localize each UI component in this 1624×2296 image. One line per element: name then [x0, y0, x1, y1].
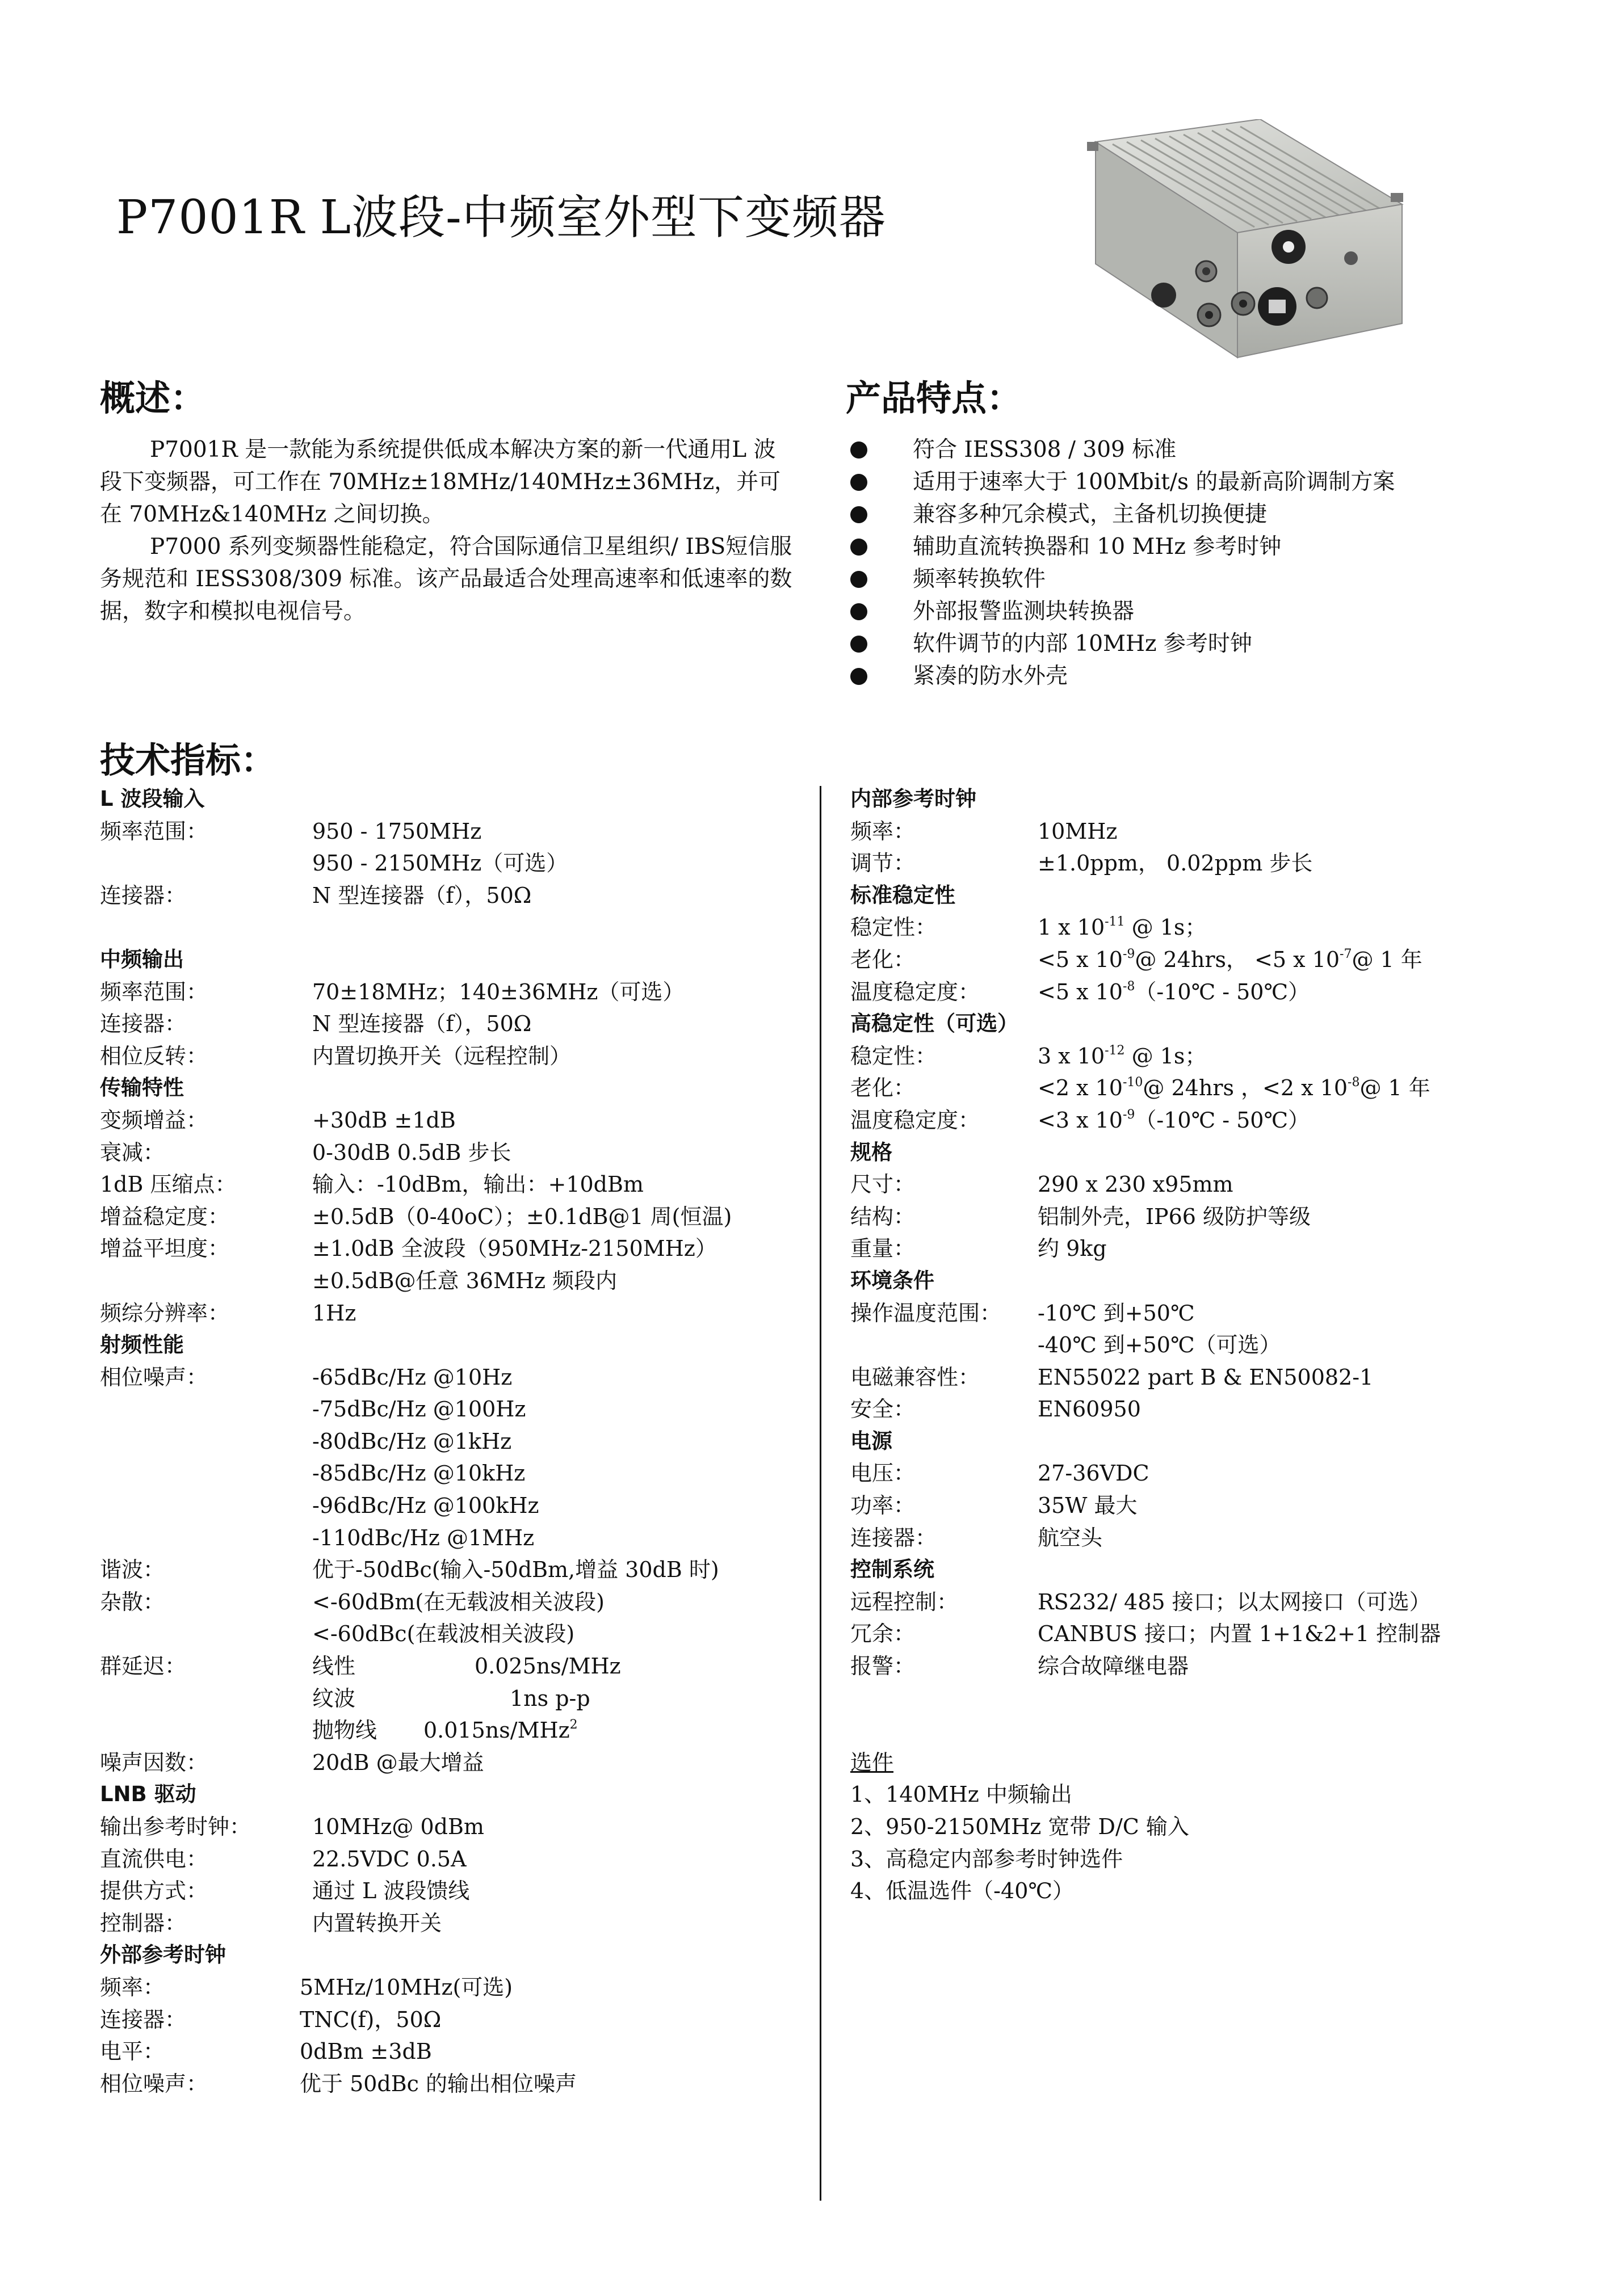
list-item: 外部报警监测块转换器	[850, 595, 1395, 628]
spec-row: 温度稳定度： <3 x $10^{-9}(-10℃$ - 50℃）	[850, 1107, 1310, 1133]
section-heading: 中频输出	[100, 947, 184, 972]
spec-row: 连接器： N 型连接器（f），50Ω	[100, 882, 532, 908]
spec-row: 增益稳定度： ±0.5dB（0-40oC）；±0.1dB@1 周(恒温)	[100, 1204, 732, 1229]
section-heading: 标准稳定性	[850, 882, 955, 907]
spec-row: 频率范围： 70±18MHz；140±36MHz（可选）	[100, 979, 685, 1004]
features-list	[850, 434, 1395, 692]
section-heading: 传输特性	[100, 1075, 184, 1100]
bullet-icon	[850, 668, 867, 685]
spec-row: 输出参考时钟： 10MHz@ 0dBm	[100, 1814, 484, 1839]
list-item: 符合 IESS308 / 309 标准	[850, 434, 1395, 466]
spec-row: 直流供电： 22.5VDC 0.5A	[100, 1846, 467, 1872]
spec-row: -80dBc/Hz @1kHz	[312, 1428, 512, 1454]
bullet-icon	[850, 636, 867, 653]
spec-row: 老化： <5 x $10^{-9}@$ 24hrs， <5 x $10^{-7}@$ 1 年	[850, 947, 1422, 972]
spec-row: 连接器： TNC(f)，50Ω	[100, 2007, 442, 2032]
section-heading: 射频性能	[100, 1332, 184, 1357]
spec-row: 950 - 2150MHz（可选）	[312, 851, 568, 876]
section-heading: 电源	[850, 1428, 892, 1453]
list-item: 4、低温选件（-40℃）	[850, 1878, 1074, 1904]
overview-heading: 概述：	[100, 377, 206, 419]
overview-text	[100, 434, 794, 628]
page-title: P7001R L波段-中频室外型下变频器	[116, 191, 886, 245]
list-item: 1、140MHz 中频输出	[850, 1782, 1072, 1807]
list-item: 辅助直流转换器和 10 MHz 参考时钟	[850, 531, 1395, 563]
spec-row: 相位反转： 内置切换开关（远程控制）	[100, 1043, 572, 1069]
list-item: 3、高稳定内部参考时钟选件	[850, 1846, 1123, 1872]
specs-left-column	[100, 783, 809, 2100]
spec-row: 报警： 综合故障继电器	[850, 1654, 1189, 1679]
overview-paragraph: P7000 系列变频器性能稳定，符合国际通信卫星组织/ IBS短信服务规范和 IESS308/309 标准。该产品最适合处理高速率和低速率的数据，数字和模拟电视信号。	[100, 534, 792, 624]
specs-heading: 技术指标：	[100, 739, 276, 781]
section-heading: L 波段输入	[100, 787, 205, 811]
bullet-icon	[850, 474, 867, 491]
section-heading: 控制系统	[850, 1557, 934, 1582]
spec-row: 调节： ±1.0ppm， 0.02ppm 步长	[850, 851, 1313, 876]
spec-row: 纹波 1ns p-p	[312, 1685, 590, 1711]
list-item: 软件调节的内部 10MHz 参考时钟	[850, 628, 1395, 660]
spec-row: 抛物线 0.015ns/MHz$^2$	[312, 1718, 578, 1743]
spec-row: ±0.5dB@任意 36MHz 频段内	[312, 1268, 618, 1293]
spec-row: 尺寸： 290 x 230 x95mm	[850, 1172, 1233, 1197]
spec-row: 操作温度范围： -10℃ 到+50℃	[850, 1300, 1195, 1326]
spec-row: 频综分辨率： 1Hz	[100, 1300, 356, 1326]
spec-row: 远程控制： RS232/ 485 接口；以太网接口（可选）	[850, 1589, 1431, 1614]
spec-row: 老化： <2 x $10^{-10}@$ 24hrs ，<2 x $10^{-8}@$ 1 年	[850, 1075, 1430, 1101]
spec-row: 相位噪声： 优于 50dBc 的输出相位噪声	[100, 2071, 577, 2096]
spec-row: -75dBc/Hz @100Hz	[312, 1397, 526, 1422]
bullet-icon	[850, 603, 867, 620]
column-divider	[820, 786, 821, 2201]
spec-row: 频率范围： 950 - 1750MHz	[100, 818, 482, 844]
spec-row: 稳定性： 1 x $10^{-11}$ @ 1s；	[850, 915, 1207, 940]
spec-row: 噪声因数： 20dB @最大增益	[100, 1750, 484, 1775]
spec-row: -85dBc/Hz @10kHz	[312, 1461, 526, 1486]
list-item: 频率转换软件	[850, 563, 1395, 595]
spec-row: 1dB 压缩点： 输入：-10dBm，输出：+10dBm	[100, 1172, 644, 1197]
spec-row: 安全： EN60950	[850, 1397, 1141, 1422]
spec-row: 连接器： N 型连接器（f），50Ω	[100, 1011, 532, 1037]
spec-row: 电平： 0dBm ±3dB	[100, 2039, 432, 2064]
bullet-icon	[850, 506, 867, 523]
list-item: 紧凑的防水外壳	[850, 660, 1395, 692]
spec-row: 温度稳定度： <5 x $10^{-8}(-10℃$ - 50℃）	[850, 979, 1310, 1004]
spec-row: 连接器： 航空头	[850, 1525, 1103, 1550]
spec-row: 衰减： 0-30dB 0.5dB 步长	[100, 1139, 511, 1165]
spec-row: 杂散： <-60dBm(在无载波相关波段)	[100, 1589, 605, 1614]
spec-row: 频率： 5MHz/10MHz(可选)	[100, 1974, 513, 2000]
section-heading: 规格	[850, 1139, 892, 1164]
spec-row: 电磁兼容性： EN55022 part B & EN50082-1	[850, 1364, 1374, 1390]
spec-row: 相位噪声： -65dBc/Hz @10Hz	[100, 1364, 513, 1390]
spec-row: 重量： 约 9kg	[850, 1236, 1107, 1261]
bullet-icon	[850, 539, 867, 556]
spec-row: 控制器： 内置转换开关	[100, 1910, 442, 1936]
spec-row: 谐波： 优于-50dBc(输入-50dBm,增益 30dB 时)	[100, 1557, 719, 1583]
specs-right-column	[850, 783, 1560, 1907]
spec-row: 群延迟： 线性 0.025ns/MHz	[100, 1654, 621, 1679]
spec-row: -96dBc/Hz @100kHz	[312, 1493, 539, 1519]
options-heading: 选件	[850, 1750, 894, 1775]
spec-row: -110dBc/Hz @1MHz	[312, 1525, 535, 1550]
section-heading: LNB 驱动	[100, 1782, 196, 1807]
spec-row: <-60dBc(在载波相关波段)	[312, 1621, 575, 1647]
spec-row: 结构： 铝制外壳，IP66 级防护等级	[850, 1204, 1311, 1229]
spec-row: 变频增益： +30dB ±1dB	[100, 1107, 456, 1133]
features-heading: 产品特点：	[846, 377, 1022, 419]
bullet-icon	[850, 441, 867, 459]
list-item: 适用于速率大于 100Mbit/s 的最新高阶调制方案	[850, 466, 1395, 498]
spec-row: 提供方式： 通过 L 波段馈线	[100, 1878, 470, 1904]
list-item: 兼容多种冗余模式，主备机切换便捷	[850, 498, 1395, 531]
bullet-icon	[850, 571, 867, 588]
spec-row: 冗余： CANBUS 接口；内置 1+1&2+1 控制器	[850, 1621, 1441, 1647]
section-heading: 高稳定性（可选）	[850, 1011, 1018, 1036]
spec-row: 增益平坦度： ±1.0dB 全波段（950MHz-2150MHz）	[100, 1236, 717, 1261]
spec-row: -40℃ 到+50℃（可选）	[1038, 1332, 1281, 1358]
list-item: 2、950-2150MHz 宽带 D/C 输入	[850, 1814, 1189, 1839]
section-heading: 外部参考时钟	[100, 1942, 226, 1967]
spec-row: 频率： 10MHz	[850, 818, 1118, 844]
spec-row: 稳定性： 3 x $10^{-12}$ @ 1s；	[850, 1043, 1207, 1069]
section-heading: 内部参考时钟	[850, 787, 976, 811]
overview-paragraph: P7001R 是一款能为系统提供低成本解决方案的新一代通用L 波段下变频器，可工作在 70MHz±18MHz/140MHz±36MHz，并可在 70MHz&140MHz 之间切换。	[100, 437, 781, 527]
product-image	[1073, 119, 1408, 386]
section-heading: 环境条件	[850, 1268, 934, 1293]
spec-row: 功率： 35W 最大	[850, 1493, 1138, 1519]
spec-row: 电压： 27-36VDC	[850, 1461, 1149, 1486]
